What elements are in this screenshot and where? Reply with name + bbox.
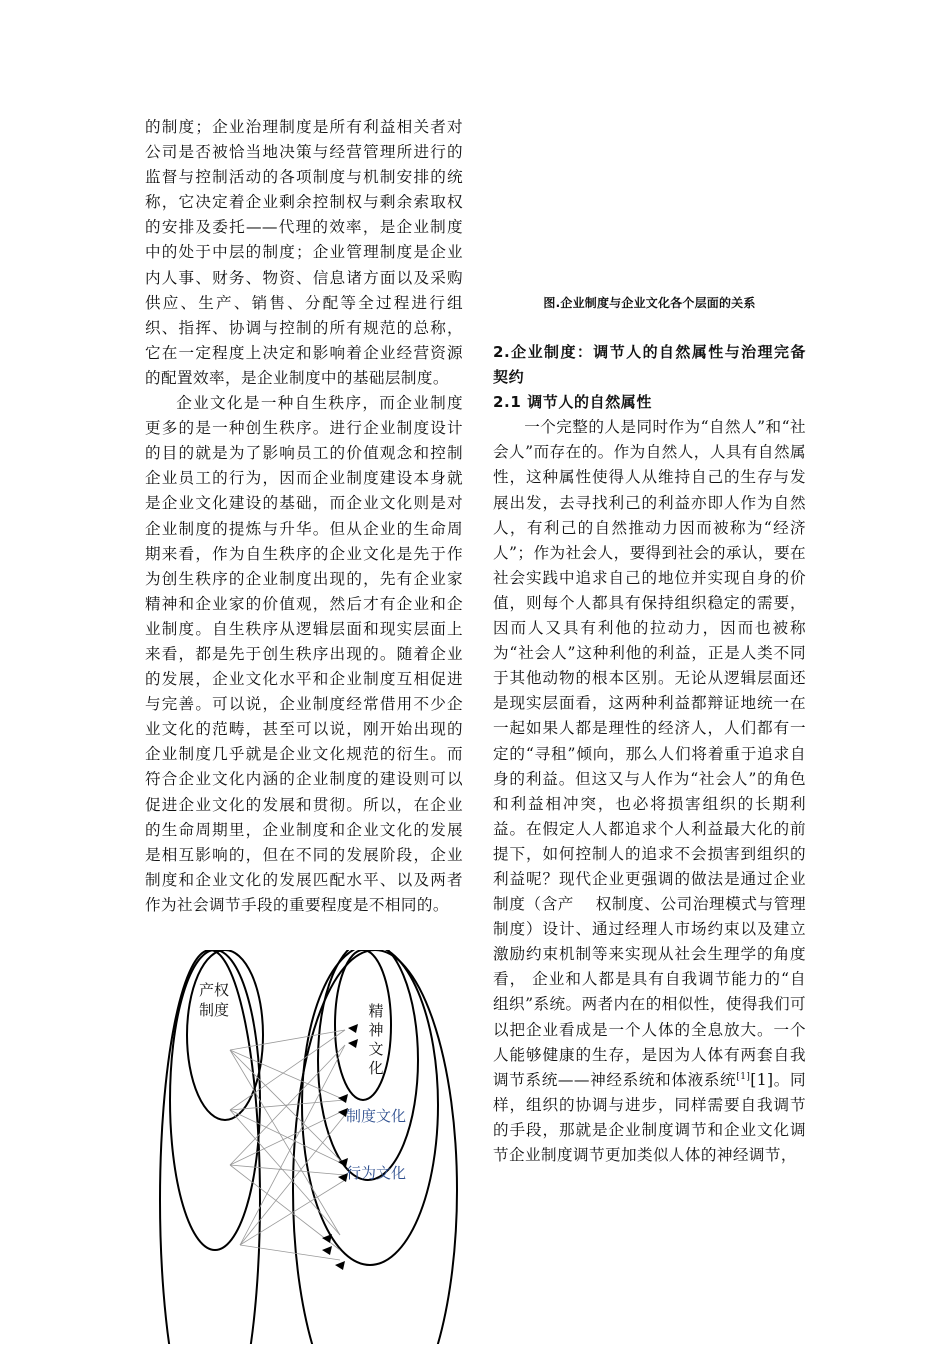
connector-lines [230,1030,345,1260]
system-culture-label: 制度文化 [346,1107,407,1125]
left-paragraph-1: 的制度；企业治理制度是所有利益相关者对公司是否被恰当地决策与经营管理所进行的监督与控制活动的各项制度与机制安排的统称，它决定着企业剩余控制权与剩余索取权的安排及委托——代理的效率，是企业制度中的处于中层的制度；企业管理制度是企业内人事、财务、物资、信息诸方面以及采购供应、生产、销售、分配等全过程进行组织、指挥、协调与控制的所有规范的总称，它在一定程度上决定和影响着企业经营资源的配置效率，是企业制度中的基础层制度。 [145,118,463,387]
spirit-culture-label: 精 神 文 化 [368,1002,384,1077]
figure-caption: 图.企业制度与企业文化各个层面的关系 [543,296,756,310]
right-paragraph-1 [493,415,806,1168]
left-paragraph-2: 企业文化是一种自生秩序，而企业制度更多的是一种创生秩序。进行企业制度设计的目的就是为了影响员工的价值观念和控制企业员工的行为，因而企业制度建设本身就是企业文化建设的基础，而企业文化则是对企业制度的提炼与升华。但从企业的生命周期来看，作为自生秩序的企业文化是先于作为创生秩序的企业制度出现的，先有企业家精神和企业家的价值观，然后才有企业和企业制度。自生秩序从逻辑层面和现实层面上来看，都是先于创生秩序出现的。随着企业的发展，企业文化水平和企业制度互相促进与完善。可以说，企业制度经常借用不少企业文化的范畴，甚至可以说，刚开始出现的企业制度几乎就是企业文化规范的衍生。而符合企业文化内涵的企业制度的建设则可以促进企业文化的发展和贯彻。所以，在企业的生命周期里，企业制度和企业文化的发展是相互影响的，但在不同的发展阶段，企业制度和企业文化的发展匹配水平、以及两者作为社会调节手段的重要程度是不相同的。 [145,394,463,914]
right-paragraph-text: 一个完整的人是同时作为“自然人”和“社会人”而存在的。作为自然人，人具有自然属性，这种属性使得人从维持自己的生存与发展出发，去寻找利己的利益亦即人作为自然人，有利己的自然推动力因而被称为“经济人”；作为社会人，要得到社会的承认，要在社会实践中追求自己的地位并实现自身的价值，则每个人都具有保持组织稳定的需要，因而人又具有利他的拉动力，因而也被称为“社会人”这种利他的利益，正是人类不同于其他动物的根本区别。无论从逻辑层面还是现实层面看，这两种利益都辩证地统一在一起如果人都是理性的经济人，人们都有一定的“寻租”倾向，那么人们将着重于追求自身的利益。但这又与人作为“社会人”的角色和利益相冲突，也必将损害组织的长期利益。在假定人人都追求个人利益最大化的前提下，如何控制人的追求不会损害到组织的利益呢？现代企业更强调的做法是通过企业制度（含产 权制度、公司治理模式与管理制度）设计、通过经理人市场约束以及建立激励约束机制等来实现从社会生理学的角度看， 企业和人都是具有自我调节能力的“自组织”系统。两者内在的相似性，使得我们可以把企业看成是一个人体的全息放大。一个人能够健康的生存，是因为人体有两套自我调节系统——神经系统和体液系统 [493,418,806,1089]
property-rights-label: 产权 制度 [199,981,230,1019]
relationship-diagram [150,950,470,1344]
diagram-svg [150,950,470,1344]
section-heading: 2.企业制度：调节人的自然属性与治理完备契约 [493,343,806,387]
behavior-culture-label: 行为文化 [346,1164,407,1182]
citation-superscript: [1] [736,1071,751,1082]
left-column [145,115,463,918]
right-column [493,340,806,1168]
right-paragraph-text-continued: [1]。同样，组织的协调与进步，同样需要自我调节的手段，那就是企业制度调节和企业文化调节企业制度调节更加类似人体的神经调节， [493,1070,806,1164]
subsection-heading: 2.1 调节人的自然属性 [493,393,652,412]
